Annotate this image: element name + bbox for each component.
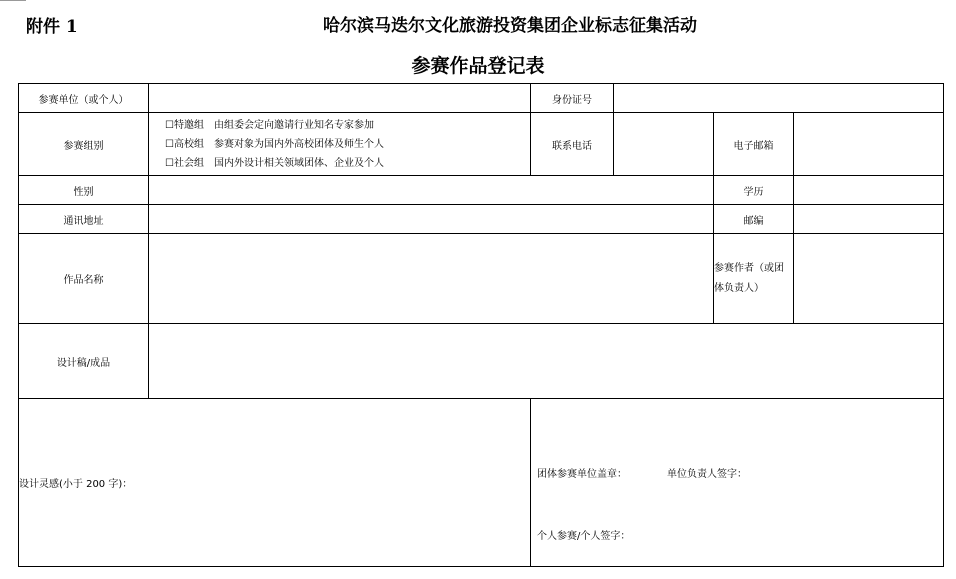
group-seal-label: 团体参赛单位盖章： xyxy=(537,469,627,480)
signature-area[interactable] xyxy=(531,399,944,567)
checkbox-icon[interactable]: ☐ xyxy=(165,119,174,131)
row-inspiration xyxy=(19,399,944,567)
work-name-label: 作品名称 xyxy=(19,234,149,324)
postcode-field[interactable] xyxy=(794,205,944,234)
email-label: 电子邮箱 xyxy=(714,113,794,176)
design-label: 设计稿/成品 xyxy=(19,324,149,399)
group-options xyxy=(149,113,531,176)
education-label: 学历 xyxy=(714,176,794,205)
group-label: 参赛组别 xyxy=(19,113,149,176)
registration-form-table xyxy=(18,83,944,567)
row-gender xyxy=(19,176,944,205)
group-option-desc: 国内外设计相关领域团体、企业及个人 xyxy=(213,157,384,169)
annex-label: 附件 1 xyxy=(26,17,78,37)
group-option-name: 高校组 xyxy=(173,138,204,150)
row-unit xyxy=(19,84,944,113)
row-design xyxy=(19,324,944,399)
work-name-field[interactable] xyxy=(149,234,714,324)
education-field[interactable] xyxy=(794,176,944,205)
gender-field[interactable] xyxy=(149,176,714,205)
group-option-desc: 由组委会定向邀请行业知名专家参加 xyxy=(213,119,374,131)
email-field[interactable] xyxy=(794,113,944,176)
postcode-label: 邮编 xyxy=(714,205,794,234)
address-field[interactable] xyxy=(149,205,714,234)
address-label: 通讯地址 xyxy=(19,205,149,234)
unit-field[interactable] xyxy=(149,84,531,113)
group-option-name: 社会组 xyxy=(173,157,204,169)
individual-sign-label: 个人参赛/个人签字： xyxy=(537,531,631,542)
row-address xyxy=(19,205,944,234)
id-number-field[interactable] xyxy=(614,84,944,113)
page-title: 哈尔滨马迭尔文化旅游投资集团企业标志征集活动 xyxy=(323,16,697,36)
checkbox-icon[interactable]: ☐ xyxy=(165,157,174,169)
author-label: 参赛作者（或团体负责人） xyxy=(714,234,794,324)
corner-mark xyxy=(0,0,26,1)
inspiration-field[interactable] xyxy=(19,399,531,567)
checkbox-icon[interactable]: ☐ xyxy=(165,138,174,150)
row-group xyxy=(19,113,944,176)
group-option-special[interactable] xyxy=(165,116,530,135)
id-number-label: 身份证号 xyxy=(531,84,614,113)
author-field[interactable] xyxy=(794,234,944,324)
group-option-desc: 参赛对象为国内外高校团体及师生个人 xyxy=(213,138,384,150)
row-work-name xyxy=(19,234,944,324)
unit-leader-sign-label: 单位负责人签字： xyxy=(667,469,747,480)
signature-line-group xyxy=(537,465,747,480)
phone-field[interactable] xyxy=(614,113,714,176)
form-subtitle: 参赛作品登记表 xyxy=(411,55,545,77)
gender-label: 性别 xyxy=(19,176,149,205)
inspiration-label: 设计灵感(小于 200 字)： xyxy=(19,479,133,490)
group-option-university[interactable] xyxy=(165,135,530,154)
design-field[interactable] xyxy=(149,324,944,399)
group-option-public[interactable] xyxy=(165,154,530,173)
phone-label: 联系电话 xyxy=(531,113,614,176)
unit-label: 参赛单位（或个人） xyxy=(19,84,149,113)
group-option-name: 特邀组 xyxy=(173,119,204,131)
